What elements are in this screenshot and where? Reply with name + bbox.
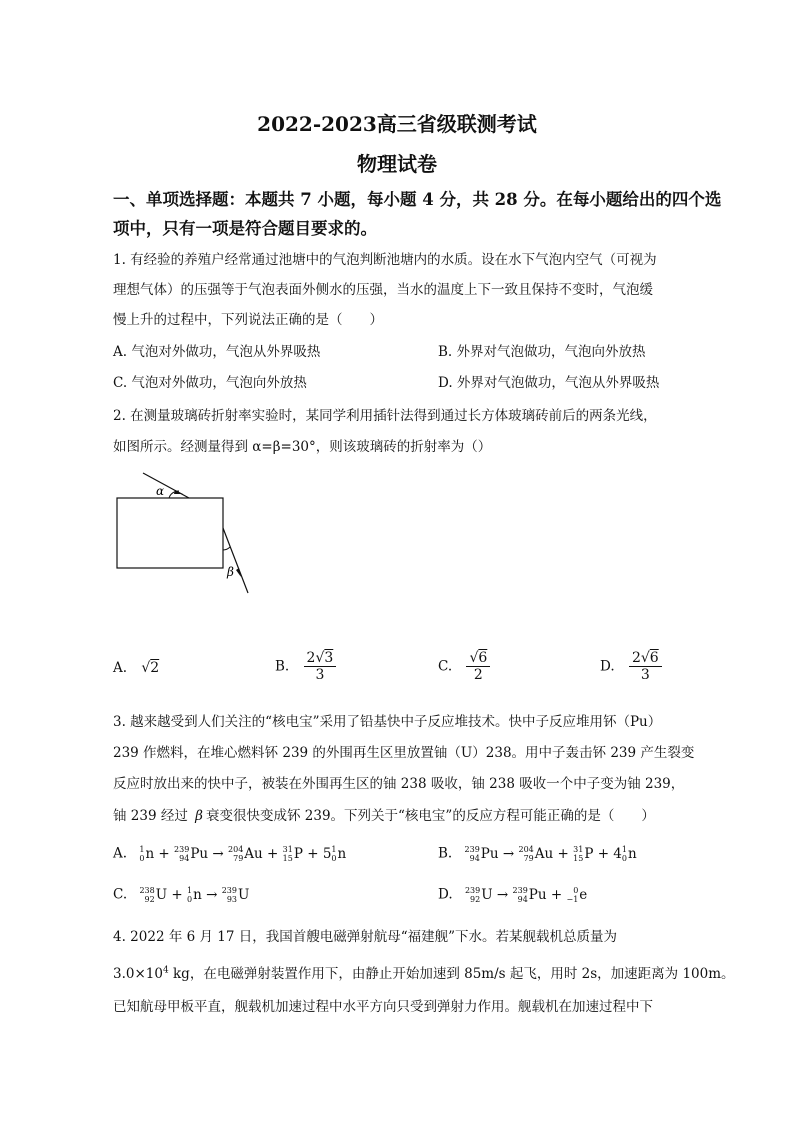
q4-mass-exp: 4 bbox=[162, 965, 169, 976]
q4-mass-coef: 3.0×10 bbox=[113, 966, 163, 982]
q2-option-a: A. √2 bbox=[113, 660, 160, 676]
q2-option-b-num-coef: 2 bbox=[306, 650, 316, 666]
q3-option-b-label: B. bbox=[438, 845, 453, 862]
q1-line1: 1. 有经验的养殖户经常通过池塘中的气泡判断池塘内的水质。设在水下气泡内空气（可视为 bbox=[113, 252, 657, 268]
q3-option-a-label: A. bbox=[113, 845, 128, 862]
q1-option-b: B. 外界对气泡做功，气泡向外放热 bbox=[438, 344, 646, 360]
q2-option-c-label: C. bbox=[438, 658, 453, 675]
q2-option-b: B. $\frac{2√3}{3}$ bbox=[275, 650, 336, 683]
q3-b-au: Au bbox=[534, 845, 554, 862]
q1-option-c: C. 气泡对外做功，气泡向外放热 bbox=[113, 375, 307, 391]
q2-option-b-label: B. bbox=[275, 658, 290, 675]
section-heading-line2: 项中，只有一项是符合题目要求的。 bbox=[113, 219, 377, 238]
q1-option-d: D. 外界对气泡做功，气泡从外界吸热 bbox=[438, 375, 660, 391]
q3-a-neutron: n bbox=[145, 845, 155, 862]
q3-c-neutron: n bbox=[193, 886, 202, 903]
q3-option-c-label: C. bbox=[113, 886, 128, 903]
q3-line4-part2: 衰变很快变成钚 239。下列关于“核电宝”的反应方程可能正确的是（ ） bbox=[205, 808, 655, 824]
exam-subtitle: 物理试卷 bbox=[357, 152, 437, 176]
q2-option-a-value: 2 bbox=[150, 660, 160, 676]
q3-a-au: Au bbox=[244, 845, 263, 862]
incident-ray bbox=[143, 473, 189, 498]
q2-option-d: D. $\frac{2√6}{3}$ bbox=[600, 650, 662, 683]
q2-option-d-label: D. bbox=[600, 658, 615, 675]
q2-option-c: C. $\frac{√6}{2}$ bbox=[438, 650, 490, 683]
glass-brick-diagram bbox=[105, 465, 265, 605]
q2-option-c-num-rad: 6 bbox=[478, 650, 488, 666]
alpha-label: α bbox=[156, 484, 165, 498]
q1-line3: 慢上升的过程中，下列说法正确的是（ ） bbox=[113, 312, 383, 328]
q2-option-a-label: A. bbox=[113, 660, 128, 676]
q2-option-d-num-coef: 2 bbox=[631, 650, 641, 666]
q3-b-p: P bbox=[584, 845, 594, 862]
q3-line2: 239 作燃料，在堆心燃料钚 239 的外围再生区里放置铀（U）238。用中子轰击钚 239 产生裂变 bbox=[113, 745, 695, 761]
exam-title: 2022-2023高三省级联测考试 bbox=[257, 112, 537, 136]
q3-d-pu: Pu bbox=[528, 886, 547, 903]
section-heading-line1: 一、单项选择题：本题共 7 小题，每小题 4 分，共 28 分。在每小题给出的四个选 bbox=[113, 190, 722, 209]
beta-arc bbox=[223, 547, 230, 550]
q2-option-d-num-rad: 6 bbox=[649, 650, 659, 666]
q3-line1: 3. 越来越受到人们关注的“核电宝”采用了铅基快中子反应堆技术。快中子反应堆用钚（Pu） bbox=[113, 714, 662, 730]
q2-option-b-den: 3 bbox=[315, 667, 325, 683]
emergent-ray bbox=[223, 528, 248, 593]
q4-mass-unit: kg bbox=[173, 966, 190, 982]
q3-d-u: U bbox=[481, 886, 493, 903]
q2-line2: 如图所示。经测量得到 α=β=30°，则该玻璃砖的折射率为（） bbox=[113, 439, 492, 455]
q3-option-d-label: D. bbox=[438, 886, 453, 903]
q3-b-pu: Pu bbox=[480, 845, 499, 862]
q1-line2: 理想气体）的压强等于气泡表面外侧水的压强，当水的温度上下一致且保持不变时，气泡缓 bbox=[113, 282, 653, 298]
q3-line4 bbox=[113, 804, 655, 824]
q3-a-pu: Pu bbox=[190, 845, 209, 862]
q3-d-electron: e bbox=[579, 886, 588, 903]
q3-option-d: D. 239 92U → 239 94Pu + 0 −1e bbox=[438, 886, 588, 904]
q3-a-neutron2: n bbox=[337, 845, 347, 862]
q3-beta-symbol: β bbox=[195, 808, 203, 824]
glass-brick-rect bbox=[117, 498, 223, 568]
q4-line2-rest: ，在电磁弹射装置作用下，由静止开始加速到 85m/s 起飞，用时 2s，加速距离为 100m。 bbox=[189, 966, 735, 982]
q4-line2 bbox=[113, 962, 735, 982]
q4-line1: 4. 2022 年 6 月 17 日，我国首艘电磁弹射航母“福建舰”下水。若某舰载机总质量为 bbox=[113, 929, 618, 945]
q4-line3: 已知航母甲板平直，舰载机加速过程中水平方向只受到弹射力作用。舰载机在加速过程中下 bbox=[113, 999, 653, 1015]
q3-option-a: A. 1 0n + 239 94Pu → 204 79Au + 31 15P + 51 0n bbox=[113, 845, 347, 863]
q2-line1: 2. 在测量玻璃砖折射率实验时，某同学利用插针法得到通过长方体玻璃砖前后的两条光线， bbox=[113, 408, 657, 424]
q3-line4-part1: 铀 239 经过 bbox=[113, 808, 188, 824]
beta-label: β bbox=[227, 565, 234, 579]
q3-c-u2: U bbox=[238, 886, 250, 903]
q3-option-c: C. 238 92U + 1 0n → 239 93U bbox=[113, 886, 250, 904]
q3-b-neutron: n bbox=[627, 845, 637, 862]
q3-option-b: B. 239 94Pu → 204 79Au + 31 15P + 41 0n bbox=[438, 845, 637, 863]
q1-option-a: A. 气泡对外做功，气泡从外界吸热 bbox=[113, 344, 321, 360]
q2-option-d-den: 3 bbox=[640, 667, 650, 683]
q3-a-p: P bbox=[293, 845, 303, 862]
q3-c-u: U bbox=[155, 886, 168, 903]
q2-option-b-num-rad: 3 bbox=[324, 650, 334, 666]
q3-line3: 反应时放出来的快中子，被装在外围再生区的铀 238 吸收，铀 238 吸收一个中子变为铀 239， bbox=[113, 776, 685, 792]
q2-option-c-den: 2 bbox=[473, 667, 483, 683]
